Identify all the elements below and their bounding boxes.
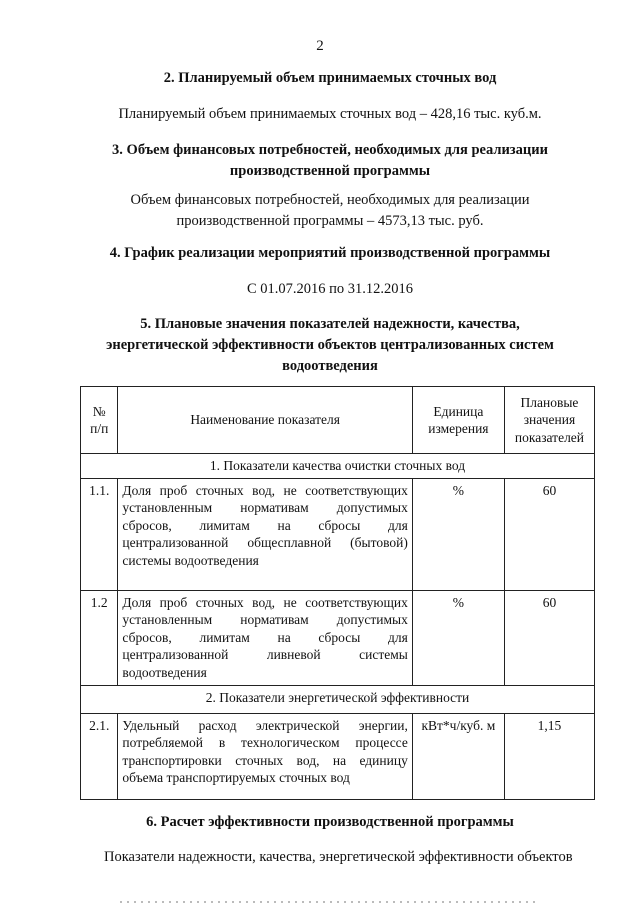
indicators-table [80,386,595,800]
header-value-line-1: Плановые [520,394,579,410]
section-3-heading [60,140,600,182]
section-3-text-line-1: Объем финансовых потребностей, необходимых для реализации [130,192,530,208]
section-6-text: Показатели надежности, качества, энергетической эффективности объектов [104,849,573,865]
table-row [81,590,595,685]
table-row [81,478,595,590]
section-2-text: Планируемый объем принимаемых сточных вод – 428,16 тыс. куб.м. [118,106,542,122]
row-unit: % [412,478,504,590]
section-6-heading: 6. Расчет эффективности производственной программы [146,814,514,830]
row-unit: кВт*ч/куб. м [412,713,504,799]
section-5-heading [60,314,600,377]
scan-edge-divider [120,901,540,903]
header-value-line-2: значения [523,412,576,428]
table-row [81,713,595,799]
header-unit-line-1: Единица [433,403,484,419]
section-4-text: С 01.07.2016 по 31.12.2016 [246,281,414,297]
row-number: 1.1. [81,478,118,590]
page-number: 2 [316,38,324,54]
table-section-row [81,454,595,479]
row-indicator-name: Доля проб сточных вод, не соответствующих установленным нормативам допустимых сбросов, лимитам на сбросы для централизованной ливневой системы водоотведения [118,590,412,685]
table-header-row [81,387,595,454]
section-3-text-line-2: производственной программы – 4573,13 тыс. руб. [176,213,484,229]
section-2-heading: 2. Планируемый объем принимаемых сточных вод [163,70,497,86]
header-name: Наименование показателя [118,387,412,454]
header-num-line-1: № [92,403,106,419]
section-5-heading-line-3: водоотведения [282,358,378,374]
header-value-line-3: показателей [514,429,585,445]
row-number: 1.2 [81,590,118,685]
header-unit-line-2: измерения [428,421,489,436]
row-number: 2.1. [81,713,118,799]
header-num [81,387,118,454]
row-indicator-name: Доля проб сточных вод, не соответствующих установленным нормативам допустимых сбросов, лимитам на сбросы для централизованной общесплавной (бытовой) системы водоотведения [118,478,412,590]
row-value: 60 [504,590,594,685]
header-num-line-2: п/п [90,421,109,436]
table-section-row [81,685,595,713]
header-unit [412,387,504,454]
section-4-heading: 4. График реализации мероприятий производственной программы [109,245,551,261]
row-indicator-name: Удельный расход электрической энергии, потребляемой в технологическом процессе транспортировки сточных вод, на единицу объема транспортируемых сточных вод [118,713,412,799]
group-1-title: 1. Показатели качества очистки сточных вод [81,454,595,479]
row-value: 1,15 [504,713,594,799]
group-2-title: 2. Показатели энергетической эффективности [81,685,595,713]
section-3-heading-line-1: 3. Объем финансовых потребностей, необходимых для реализации [112,142,548,158]
section-3-heading-line-2: производственной программы [229,163,431,179]
section-3-text [60,190,600,232]
header-value [504,387,594,454]
row-value: 60 [504,478,594,590]
section-5-heading-line-2: энергетической эффективности объектов централизованных систем [106,337,554,353]
row-unit: % [412,590,504,685]
section-5-heading-line-1: 5. Плановые значения показателей надежности, качества, [140,316,520,332]
